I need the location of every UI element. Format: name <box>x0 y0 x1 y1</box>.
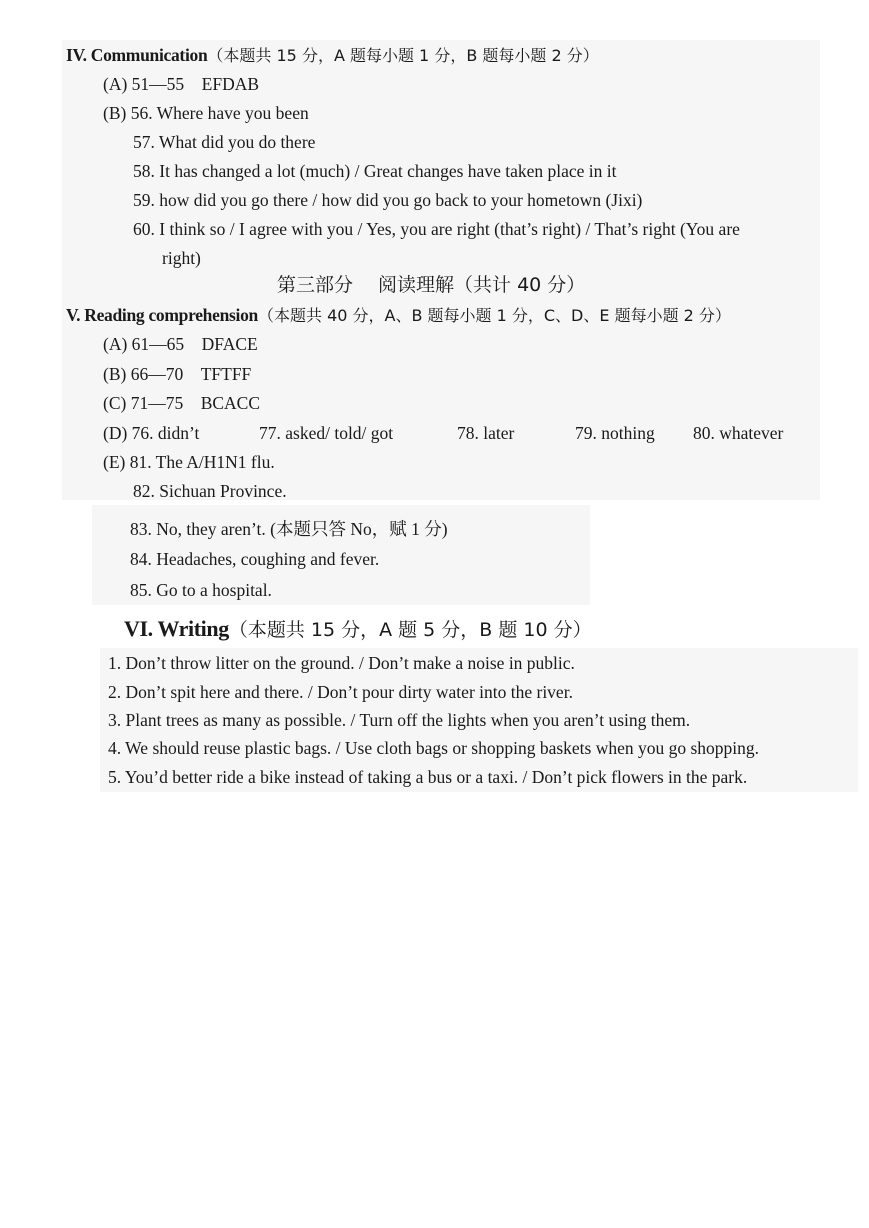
communication-q60: 60. I think so / I agree with you / Yes, you are right (that’s right) / That’s right (You are <box>133 219 740 239</box>
writing-item: 3. Plant trees as many as possible. / Turn off the lights when you aren’t using them. <box>108 710 691 730</box>
reading-d-80: 80. whatever <box>693 423 784 443</box>
writing-item: 2. Don’t spit here and there. / Don’t pour dirty water into the river. <box>108 682 573 702</box>
communication-heading <box>66 44 599 67</box>
reading-heading-cn: （本题共 40 分，A、B 题每小题 1 分，C、D、E 题每小题 2 分） <box>257 306 731 325</box>
communication-b56: (B) 56. Where have you been <box>103 103 309 123</box>
reading-c: (C) 71—75 BCACC <box>103 393 261 413</box>
reading-d-78: 78. later <box>457 423 515 443</box>
reading-q85: 85. Go to a hospital. <box>130 580 272 600</box>
reading-q84: 84. Headaches, coughing and fever. <box>130 549 380 569</box>
reading-d-76: (D) 76. didn’t <box>103 423 200 443</box>
reading-d-77: 77. asked/ told/ got <box>259 423 394 443</box>
communication-q59: 59. how did you go there / how did you go back to your hometown (Jixi) <box>133 190 643 210</box>
reading-heading-en: V. Reading comprehension <box>66 305 258 325</box>
writing-heading-en: VI. Writing <box>124 616 229 641</box>
reading-heading <box>66 304 731 327</box>
reading-e81: (E) 81. The A/H1N1 flu. <box>103 452 275 472</box>
communication-heading-en: IV. Communication <box>66 45 208 65</box>
reading-q82: 82. Sichuan Province. <box>133 481 287 501</box>
writing-item: 4. We should reuse plastic bags. / Use cloth bags or shopping baskets when you go shopping. <box>108 738 760 758</box>
reading-a: (A) 61—65 DFACE <box>103 334 258 354</box>
communication-a: (A) 51—55 EFDAB <box>103 74 260 94</box>
communication-heading-cn: （本题共 15 分，A 题每小题 1 分，B 题每小题 2 分） <box>207 46 599 65</box>
communication-q60-cont: right) <box>162 248 201 268</box>
communication-q58: 58. It has changed a lot (much) / Great changes have taken place in it <box>133 161 617 181</box>
communication-q57: 57. What did you do there <box>133 132 316 152</box>
reading-q83: 83. No, they aren’t. (本题只答 No，赋 1 分) <box>130 519 448 539</box>
writing-item: 5. You’d better ride a bike instead of taking a bus or a taxi. / Don’t pick flowers in the park. <box>108 767 748 787</box>
reading-d-79: 79. nothing <box>575 423 655 443</box>
part3-title: 第三部分 阅读理解（共计 40 分） <box>277 274 586 296</box>
writing-item: 1. Don’t throw litter on the ground. / Don’t make a noise in public. <box>108 653 575 673</box>
writing-heading-cn: （本题共 15 分，A 题 5 分，B 题 10 分） <box>228 619 592 641</box>
reading-b: (B) 66—70 TFTFF <box>103 364 252 384</box>
writing-heading <box>124 615 592 644</box>
